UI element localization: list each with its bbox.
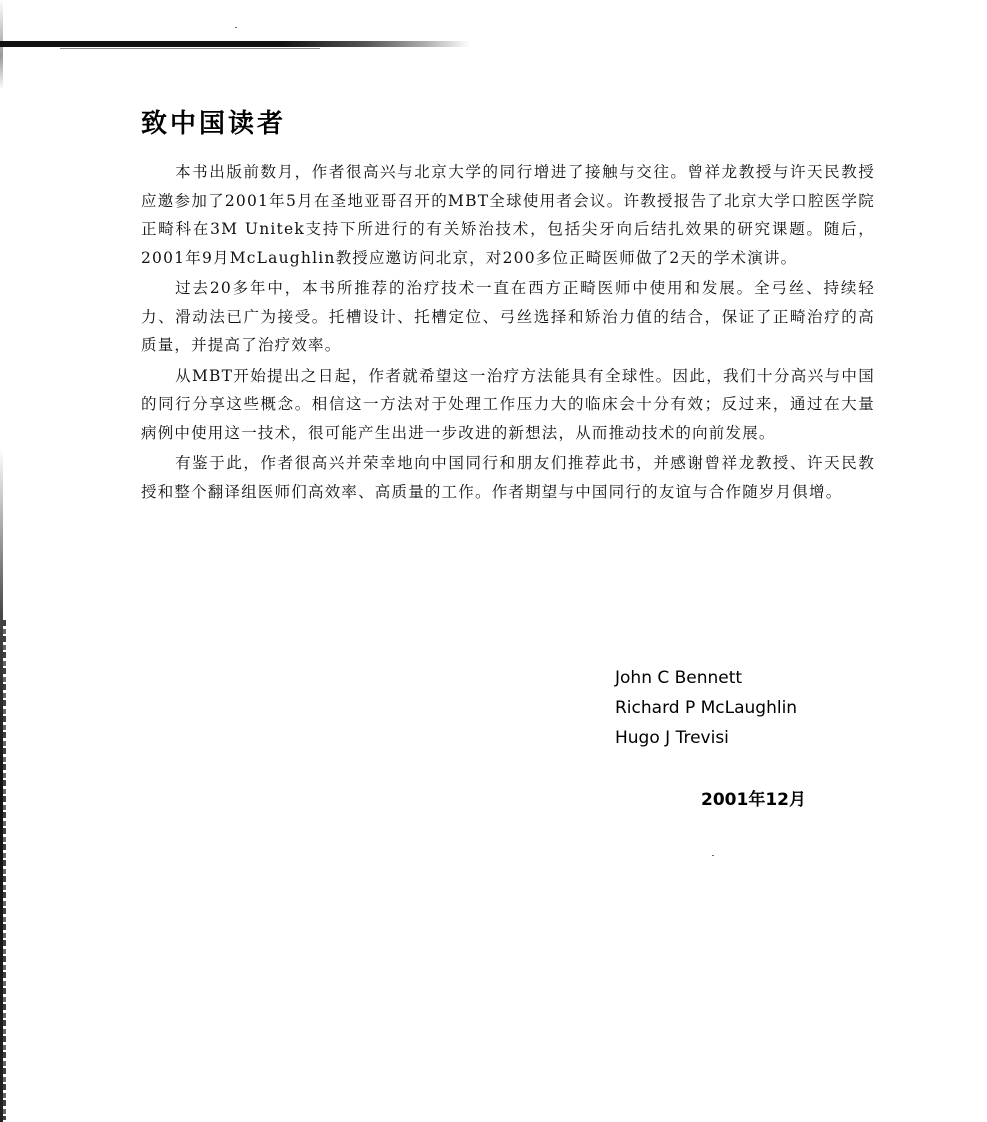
scan-speck: [235, 27, 237, 28]
paragraph: 从MBT开始提出之日起，作者就希望这一治疗方法能具有全球性。因此，我们十分高兴与中国的同行分享这些概念。相信这一方法对于处理工作压力大的临床会十分有效；反过来，通过在大量病例中使用这一技术，很可能产生出进一步改进的新想法，从而推动技术的向前发展。: [141, 366, 875, 442]
paragraph: 本书出版前数月，作者很高兴与北京大学的同行增进了接触与交往。曾祥龙教授与许天民教授应邀参加了2001年5月在圣地亚哥召开的MBT全球使用者会议。许教授报告了北京大学口腔医学院正畸科在3M Unitek支持下所进行的有关矫治技术，包括尖牙向后结扎效果的研究课题。随后，2001年9月McLaughlin教授应邀访问北京，对200多位正畸医师做了2天的学术演讲。: [141, 163, 875, 267]
author-signatures: [615, 663, 797, 753]
paragraph: 过去20多年中，本书所推荐的治疗技术一直在西方正畸医师中使用和发展。全弓丝、持续轻力、滑动法已广为接受。托槽设计、托槽定位、弓丝选择和矫治力值的结合，保证了正畸治疗的高质量，并提高了治疗效率。: [141, 279, 875, 354]
page-title: 致中国读者: [141, 109, 287, 139]
scan-edge-artifact: [3, 620, 6, 1120]
author-name: Hugo J Trevisi: [615, 728, 729, 748]
scan-top-rule: [0, 41, 470, 47]
scan-speck: [712, 855, 714, 856]
author-name: Richard P McLaughlin: [615, 698, 798, 718]
author-name: John C Bennett: [615, 668, 743, 688]
paragraph: 有鉴于此，作者很高兴并荣幸地向中国同行和朋友们推荐此书，并感谢曾祥龙教授、许天民教授和整个翻译组医师们高效率、高质量的工作。作者期望与中国同行的友谊与合作随岁月俱增。: [141, 454, 875, 501]
date: 2001年12月: [701, 790, 806, 810]
scan-top-rule-thin: [60, 48, 320, 49]
preface-body: [141, 158, 875, 508]
